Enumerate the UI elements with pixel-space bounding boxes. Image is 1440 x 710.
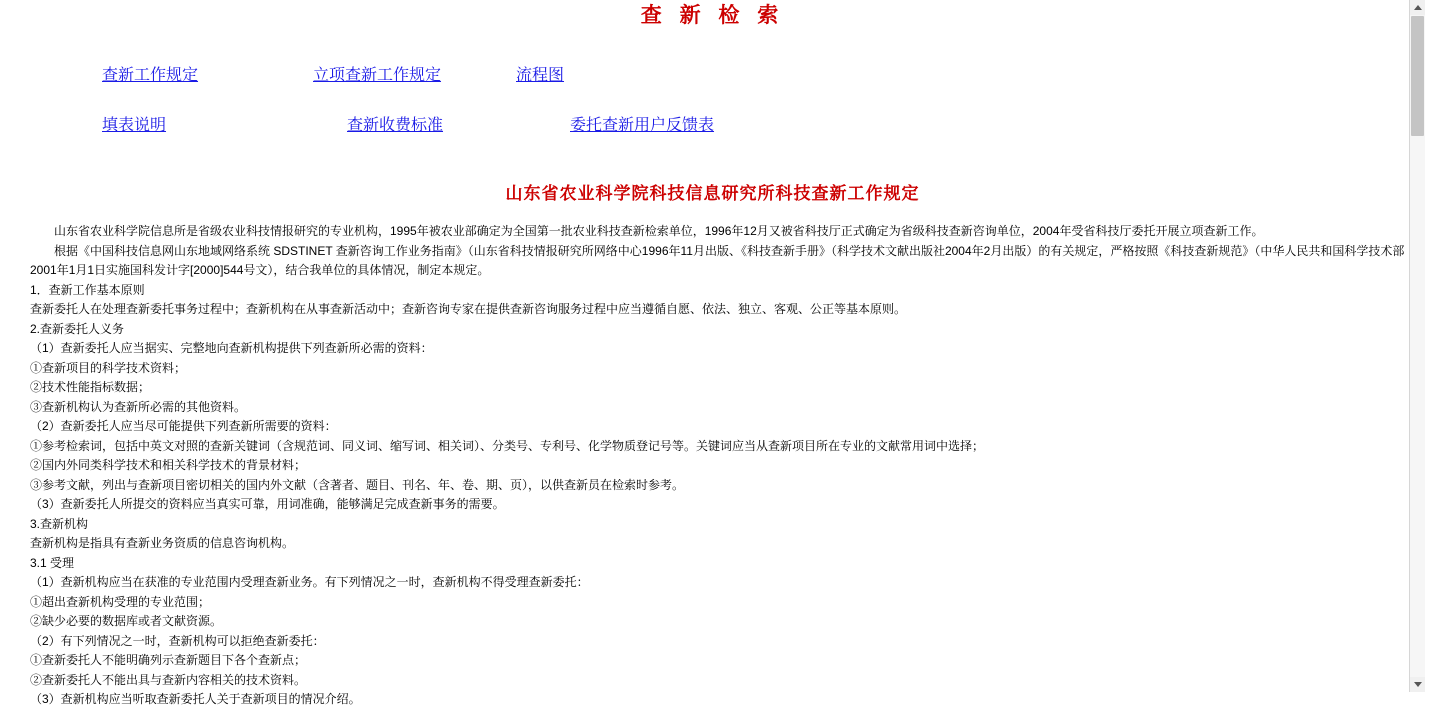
link-form-instructions[interactable]: 填表说明: [102, 117, 167, 134]
page-title: 查 新 检 索: [640, 4, 785, 27]
document-paragraph: （1）查新委托人应当据实、完整地向查新机构提供下列查新所必需的资料：: [30, 341, 433, 355]
scroll-up-arrow-icon[interactable]: [1410, 0, 1425, 15]
nav-row-2: [0, 102, 1425, 152]
link-fee-standard[interactable]: 查新收费标准: [347, 117, 444, 134]
document-paragraph: 根据《中国科技信息网山东地域网络系统 SDSTINET 查新咨询工作业务指南》（山东省科技情报研究所网络中心1996年11月出版、《科技查新手册》（科学技术文献出版社2004年2月出版）的有关规定，严格按照《科技查新规范》（中华人民共和国科学技术部2001年1月1日实施国科发计字[2000]544号文），结合我单位的具体情况，制定本规定。: [30, 243, 1405, 277]
nav-links: [0, 52, 1425, 152]
document-paragraph: ①超出查新机构受理的专业范围；: [30, 594, 211, 609]
document-paragraph: （2）查新委托人应当尽可能提供下列查新所需要的资料：: [30, 419, 337, 433]
link-chaxin-work-rules[interactable]: 查新工作规定: [102, 67, 199, 84]
document-paragraph: 查新机构是指具有查新业务资质的信息咨询机构。: [30, 536, 295, 550]
document-paragraph: （2）有下列情况之一时，查新机构可以拒绝查新委托：: [30, 633, 325, 648]
document-paragraph: （1）查新机构应当在获准的专业范围内受理查新业务。有下列情况之一时，查新机构不得受理查新委托：: [30, 575, 589, 589]
document-paragraph: ①参考检索词，包括中英文对照的查新关键词（含规范词、同义词、缩写词、相关词）、分类号、专利号、化学物质登记号等。关键词应当从查新项目所在专业的文献常用词中选择；: [30, 438, 985, 453]
document-paragraph: 1．查新工作基本原则: [30, 282, 145, 297]
document-paragraph: ②查新委托人不能出具与查新内容相关的技术资料。: [30, 672, 307, 687]
document-paragraph: ①查新项目的科学技术资料；: [30, 360, 187, 375]
nav-row-1: [0, 52, 1425, 102]
link-user-feedback-form[interactable]: 委托查新用户反馈表: [570, 117, 715, 134]
document-paragraph: ③查新机构认为查新所必需的其他资料。: [30, 399, 247, 414]
document-body: [0, 222, 1425, 710]
link-flow-chart[interactable]: 流程图: [516, 67, 565, 84]
document-paragraph: 3.查新机构: [30, 516, 89, 531]
vertical-scrollbar[interactable]: [1409, 0, 1425, 692]
document-paragraph: ②缺少必要的数据库或者文献资源。: [30, 614, 223, 628]
link-lixiang-chaxin-rules[interactable]: 立项查新工作规定: [313, 67, 442, 84]
document-paragraph: （3）查新委托人所提交的资料应当真实可靠，用词准确，能够满足完成查新事务的需要。: [30, 497, 505, 511]
document-paragraph: 查新委托人在处理查新委托事务过程中；查新机构在从事查新活动中；查新咨询专家在提供查新咨询服务过程中应当遵循自愿、依法、独立、客观、公正等基本原则。: [30, 302, 907, 316]
document-paragraph: ②国内外同类科学技术和相关科学技术的背景材料；: [30, 458, 307, 472]
scrollbar-thumb[interactable]: [1411, 16, 1424, 136]
document-title: 山东省农业科学院科技信息研究所科技查新工作规定: [505, 184, 920, 203]
document-paragraph: 山东省农业科学院信息所是省级农业科技情报研究的专业机构，1995年被农业部确定为全国第一批农业科技查新检索单位，1996年12月又被省科技厅正式确定为省级科技查新咨询单位，2004年受省科技厅委托开展立项查新工作。: [54, 224, 1264, 238]
document-paragraph: ③参考文献，列出与查新项目密切相关的国内外文献（含著者、题目、刊名、年、卷、期、页），以供查新员在检索时参考。: [30, 477, 685, 492]
document-paragraph: 2.查新委托人义务: [30, 321, 125, 336]
document-paragraph: 3.1 受理: [30, 555, 75, 570]
scroll-down-arrow-icon[interactable]: [1410, 677, 1425, 692]
document-paragraph: ①查新委托人不能明确列示查新题目下各个查新点；: [30, 653, 307, 667]
document-paragraph: ②技术性能指标数据；: [30, 380, 151, 394]
document-paragraph: （3）查新机构应当听取查新委托人关于查新项目的情况介绍。: [30, 692, 361, 706]
